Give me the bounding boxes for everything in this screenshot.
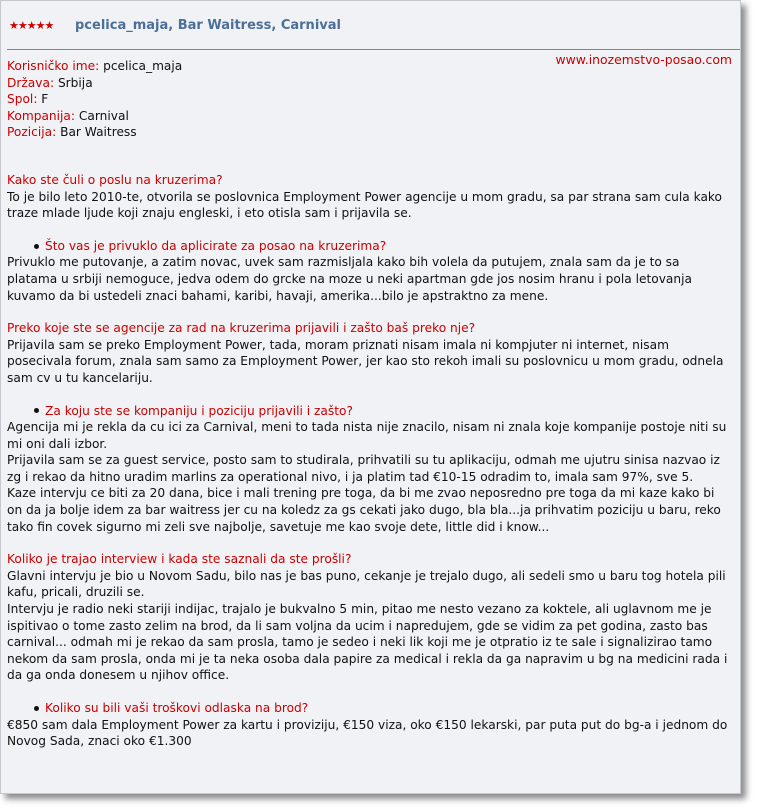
profile-label: Država: bbox=[7, 75, 55, 90]
question-heading: Koliko je trajao interview i kada ste saznali da ste prošli? bbox=[7, 552, 352, 567]
profile-label: Kompanija: bbox=[7, 108, 75, 123]
profile-info bbox=[7, 58, 732, 141]
question-text: Koliko su bili vaši troškovi odlaska na brod? bbox=[45, 701, 309, 715]
star-rating: ★★★★★ bbox=[9, 18, 54, 32]
profile-value: Carnival bbox=[78, 108, 129, 123]
site-link[interactable]: www.inozemstvo-posao.com bbox=[555, 52, 732, 67]
answer-paragraph: Privuklo me putovanje, a zatim novac, uvek sam razmisljala kako bih volela da putujem, znala sam da je to sa platama u srbiji nemoguce, jedva odem do grcke na moze u neki apartman gde jos nosim hranu i pola letovanja kuvamo da bi ustedeli znaci bahami, karibi, havaji, amerika...bilo je apstraktno za mene. bbox=[7, 255, 692, 303]
review-header bbox=[1, 1, 740, 49]
question-heading: Kako ste čuli o poslu na kruzerima? bbox=[7, 172, 223, 187]
question-heading: Preko koje ste se agencije za rad na kruzerima prijavili i zašto baš preko nje? bbox=[7, 321, 476, 336]
answer-paragraph: Glavni intervju je bio u Novom Sadu, bilo nas je bas puno, cekanje je trejalo dugo, ali sedeli smo u baru tog hotela pili kafu, pricali, druzili se. bbox=[7, 568, 726, 600]
review-content bbox=[1, 50, 740, 750]
answer-paragraph: Agencija mi je rekla da cu ici za Carnival, meni to tada nista nije znacilo, nisam ni znala koje kompanije postoje niti su mi oni dali izbor. bbox=[7, 420, 727, 451]
question-text: Što vas je privuklo da aplicirate za posao na kruzerima? bbox=[45, 238, 387, 253]
profile-label: Pozicija: bbox=[7, 125, 57, 140]
question-heading-bulleted bbox=[7, 238, 732, 255]
profile-row-gender bbox=[7, 91, 732, 108]
profile-label: Korisničko ime: bbox=[7, 59, 100, 73]
bullet-icon bbox=[34, 408, 39, 413]
answer-paragraph: To je bilo leto 2010-te, otvorila se poslovnica Employment Power agencije u mom gradu, sa par strana sam cula kako traze mlade ljude koji znaju engleski, i eto otisla sam i prijavila se. bbox=[7, 189, 723, 221]
question-heading-bulleted bbox=[7, 700, 732, 717]
answer-paragraph: Kaze intervju ce biti za 20 dana, bice i mali trening pre toga, da bi me zvao neposredno pre toga da mi kaze kako bi on da ja bolje idem za bar waitress jer cu na koledz za gs cekati jako dugo, bla bla...ja prihvatim poziciju u baru, reko tako fin covek sigurno mi zeli sve najbolje, savetuje me kao svoje dete, little did i know... bbox=[7, 486, 721, 534]
profile-row-position bbox=[7, 124, 732, 141]
profile-label: Spol: bbox=[7, 92, 38, 107]
question-heading-bulleted bbox=[7, 403, 732, 420]
profile-row-country bbox=[7, 75, 732, 92]
question-text: Za koju ste se kompaniju i poziciju prijavili i zašto? bbox=[45, 403, 353, 418]
bullet-icon bbox=[34, 706, 39, 711]
answer-paragraph: Prijavila sam se preko Employment Power, tada, moram priznati nisam imala ni kompjuter ni internet, nisam posecivala forum, znala sam samo za Employment Power, jer kao sto rekoh imali su poslovnicu u mom gradu, odnela sam cv u tu kancelariju. bbox=[7, 337, 724, 385]
profile-row-company bbox=[7, 108, 732, 125]
answer-paragraph: €850 sam dala Employment Power za kartu i proviziju, €150 viza, oko €150 lekarski, par puta put do bg-a i jednom do Novog Sada, znaci oko €1.300 bbox=[7, 717, 728, 749]
profile-value: Bar Waitress bbox=[60, 125, 137, 140]
answer-paragraph: Intervju je radio neki stariji indijac, trajalo je bukvalno 5 min, pitao me nesto vezano za koktele, ali uglavnom me je ispitivao o tome zasto zelim na brod, da li sam voljna da ucim i napredujem, gde se vidim za pet godina, zasto bas carnival... odmah mi je rekao da sam prosla, tamo je sedeo i neki lik koji me je otpratio iz te sale i signalizirao tamo nekom da sam prosla, onda mi je ta neka osoba dala papire za medical i rekla da ga napravim u bg na medicini rada i da ga onda donesem u njihov office. bbox=[7, 602, 728, 683]
review-title[interactable]: pcelica_maja, Bar Waitress, Carnival bbox=[75, 17, 341, 33]
profile-value: pcelica_maja bbox=[103, 59, 183, 73]
profile-value: Srbija bbox=[57, 75, 93, 90]
answer-paragraph: Prijavila sam se za guest service, posto sam to studirala, prihvatili su tu aplikaciju, odmah me ujutru sinisa nazvao iz zg i rekao da hitno uradim marlins za operational nivo, i ja platim tad €10-15 odradim to, imala sam 97%, sve 5. bbox=[7, 453, 720, 484]
profile-value: F bbox=[41, 92, 49, 107]
bullet-icon bbox=[34, 244, 39, 249]
